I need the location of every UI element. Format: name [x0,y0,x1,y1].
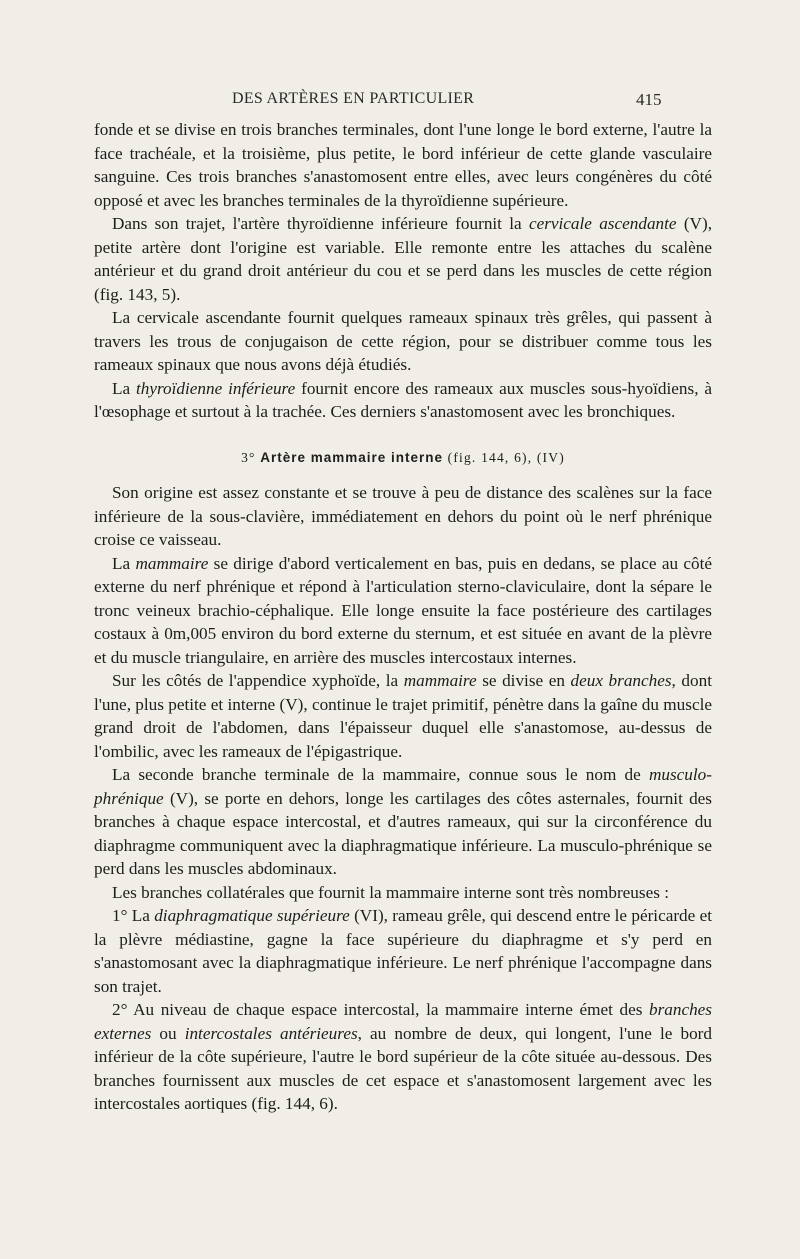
text-run: La [112,378,136,398]
text-run: La [112,553,136,573]
text-run: Les branches collatérales que fournit la mammaire interne sont très nombreuses : [112,882,669,902]
text-run: (V), petite artère dont l'origine est variable. Elle remonte entre les attaches du scalène antérieur et du grand droit antérieur du cou et se perd dans les muscles de cette région (fig. 143, 5). [94,214,712,304]
paragraph [94,669,712,763]
intro-paragraphs [94,118,712,424]
page-body [94,118,712,1116]
italic-term: musculo-phrénique [94,765,712,808]
paragraph [94,881,712,905]
text-run: ou [151,1023,185,1043]
italic-term: diaphragmatique supérieure [154,906,350,925]
text-run: Dans son trajet, l'artère thyroïdienne inférieure fournit la [112,214,529,233]
running-head: DES ARTÈRES EN PARTICULIER [232,90,475,107]
italic-term: mammaire [403,671,477,690]
paragraph [94,763,712,881]
italic-term: cervicale ascendante [528,214,677,233]
text-run: Sur les côtés de l'appendice xyphoïde, la [112,671,404,690]
text-run: Son origine est assez constante et se trouve à peu de distance des scalènes sur la face inférieure de la sous-clavière, immédiatement en dehors du point où le nerf phrénique croise ce vaisseau. [94,483,712,549]
section-title: Artère mammaire interne [260,449,444,465]
paragraph [94,306,712,377]
paragraph [94,377,712,424]
paragraph [94,904,712,998]
text-run: (V), se porte en dehors, longe les cartilages des côtes asternales, fournit des branches à chaque espace intercostal, et d'autres rameaux, qui sur la circonférence du diaphragme communiquent avec la diaphragmatique inférieure. La musculo-phrénique se perd dans les muscles abdominaux. [94,788,712,878]
section-paragraphs [94,481,712,1116]
paragraph [94,212,712,306]
italic-term: thyroïdienne inférieure [136,378,296,398]
paragraph [94,118,712,212]
text-run: (VI), rameau grêle, qui descend entre le péricarde et la plèvre médiastine, gagne la face supérieure du diaphragme et s'y perd en s'anastomosant avec la diaphragmatique inférieure. Le nerf phrénique l'accompagne dans son trajet. [94,906,712,996]
section-reference: (fig. 144, 6), (IV) [447,449,565,465]
section-number: 3° [241,449,256,465]
text-run: , au nombre de deux, qui longent, l'une le bord inférieur de la côte supérieure, l'autre le bord supérieur de la côte située au-dessous. Des branches fournissent aux muscles de cet espace et s'anastomosent largement avec les intercostales aortiques (fig. 144, 6). [94,1023,712,1113]
page-header [0,90,800,114]
text-run: La cervicale ascendante fournit quelques rameaux spinaux très grêles, qui passent à travers les trous de conjugaison de cette région, pour se distribuer comme tous les rameaux spinaux que nous avons déjà étudiés. [94,308,712,374]
text-run: se dirige d'abord verticalement en bas, puis en dedans, se place au côté externe du nerf phrénique et répond à l'articulation sterno-claviculaire, dont la sépare le tronc veineux brachio-céphalique. Elle longe ensuite la face postérieure des cartilages costaux à 0m,005 environ du bord externe du sternum, et est située en avant de la plèvre et du muscle triangulaire, en arrière des muscles intercostaux internes. [94,553,712,667]
text-run: fonde et se divise en trois branches terminales, dont l'une longe le bord externe, l'autre la face trachéale, et la troisième, plus petite, le bord inférieur de cette glande vasculaire sanguine. Ces trois branches s'anastomosent entre elles, avec leurs congénères du côté opposé et avec les branches terminales de la thyroïdienne supérieure. [94,120,712,210]
text-run: se divise en [476,671,571,690]
text-run: 1° La [112,906,155,925]
section-heading [94,446,712,470]
paragraph [94,552,712,670]
text-run: fournit encore des rameaux aux muscles sous-hyoïdiens, à l'œsophage et surtout à la trachée. Ces derniers s'anastomosent avec les bronchiques. [94,378,712,421]
paragraph [94,481,712,552]
italic-term: branches externes [94,1000,712,1043]
text-run: La seconde branche terminale de la mammaire, connue sous le nom de [112,765,649,784]
italic-term: mammaire [135,553,209,573]
text-run: , dont l'une, plus petite et interne (V), continue le trajet primitif, pénètre dans la gaîne du muscle grand droit de l'abdomen, dans l'épaisseur duquel elle s'anastomose, au-dessus de l'ombilic, avec les rameaux de l'épigastrique. [94,671,712,761]
text-run: 2° Au niveau de chaque espace intercostal, la mammaire interne émet des [112,1000,649,1019]
italic-term: intercostales antérieures [184,1023,358,1043]
page-number: 415 [636,90,662,109]
italic-term: deux branches [570,671,672,690]
paragraph [94,998,712,1116]
